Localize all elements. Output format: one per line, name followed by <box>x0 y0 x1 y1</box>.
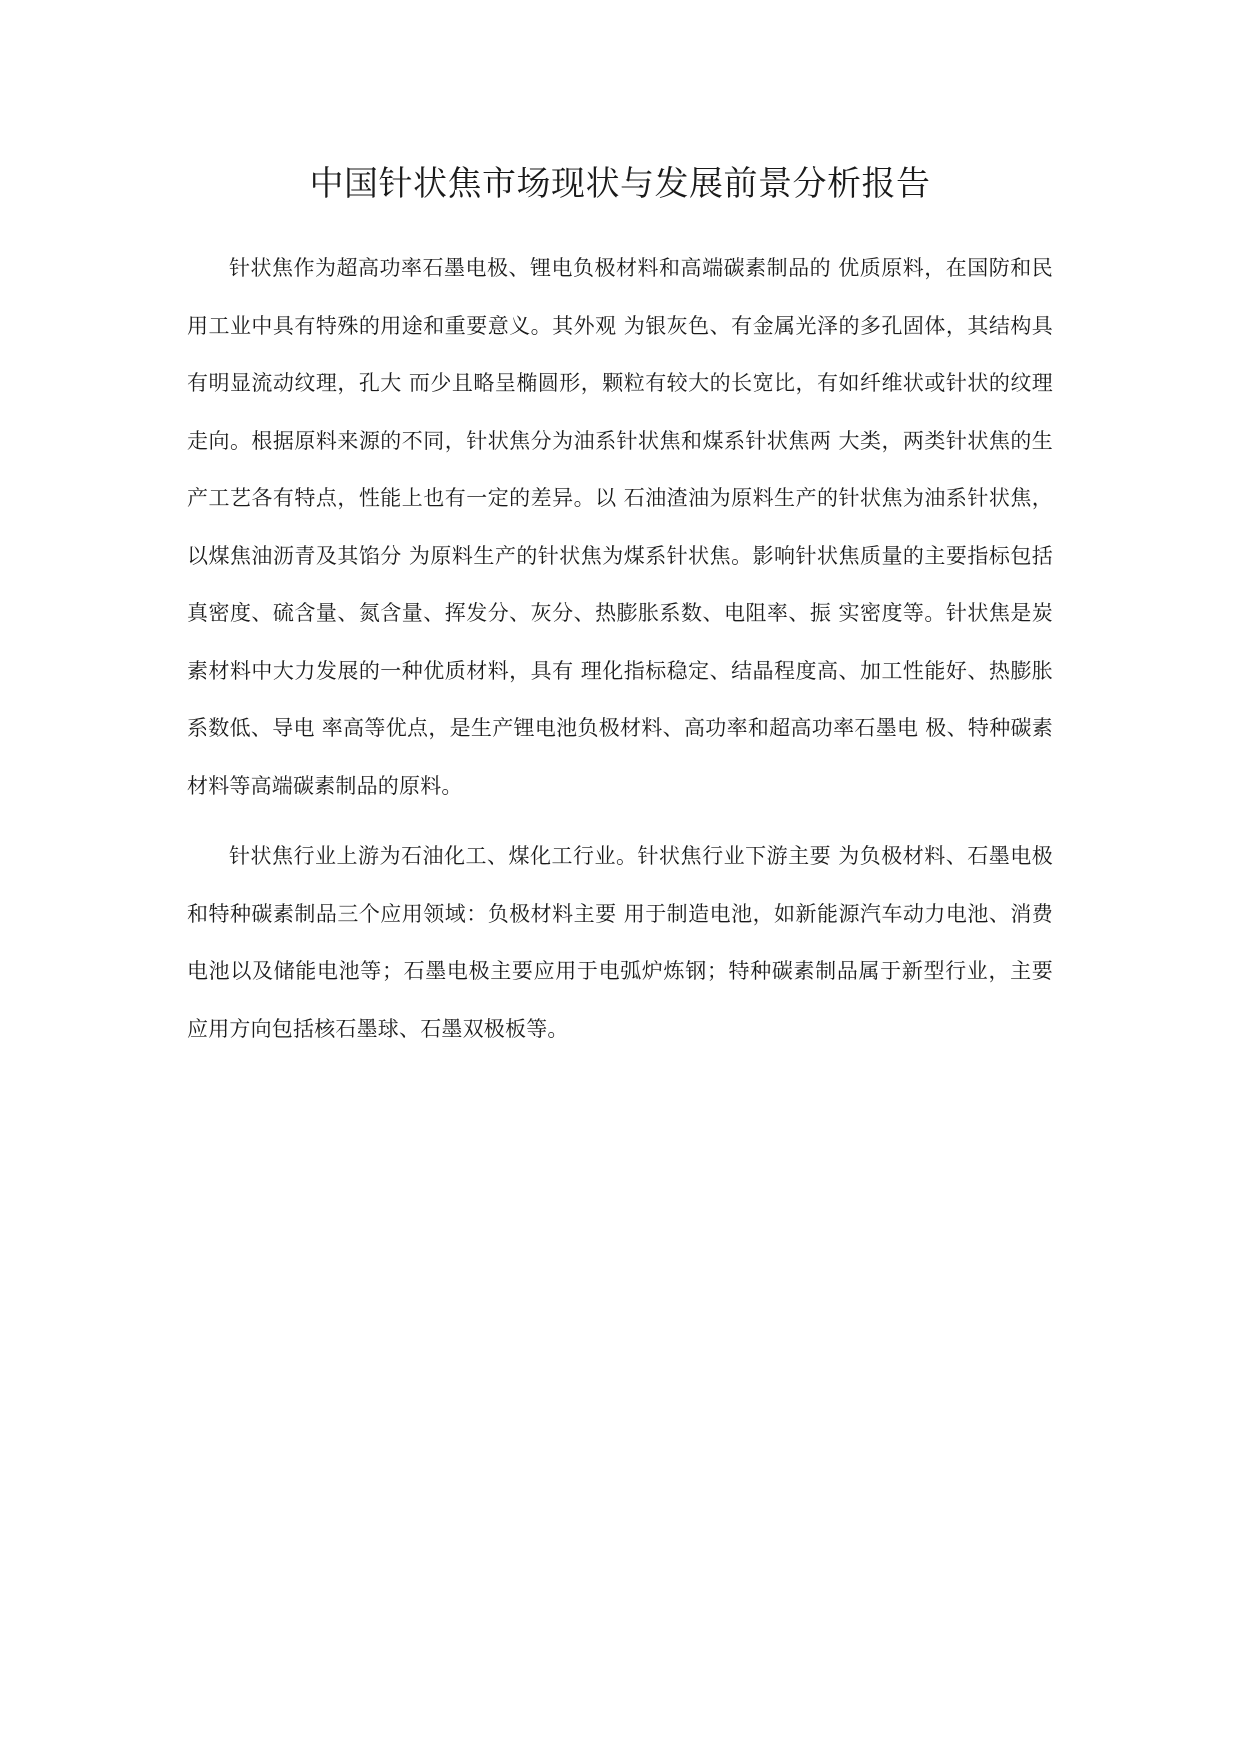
paragraph-intro: 针状焦作为超高功率石墨电极、锂电负极材料和高端碳素制品的 优质原料，在国防和民用工业中具有特殊的用途和重要意义。其外观 为银灰色、有金属光泽的多孔固体，其结构具有明显流动纹理，孔大 而少且略呈椭圆形，颗粒有较大的长宽比，有如纤维状或针状的纹理 走向。根据原料来源的不同，针状焦分为油系针状焦和煤系针状焦两 大类，两类针状焦的生产工艺各有特点，性能上也有一定的差异。以 石油渣油为原料生产的针状焦为油系针状焦，以煤焦油沥青及其馅分 为原料生产的针状焦为煤系针状焦。影响针状焦质量的主要指标包括 真密度、硫含量、氮含量、挥发分、灰分、热膨胀系数、电阻率、振 实密度等。针状焦是炭素材料中大力发展的一种优质材料，具有 理化指标稳定、结晶程度高、加工性能好、热膨胀系数低、导电 率高等优点，是生产锂电池负极材料、高功率和超高功率石墨电 极、特种碳素材料等高端碳素制品的原料。 <box>187 256 1053 798</box>
document-body <box>187 240 1053 1058</box>
document-title: 中国针状焦市场现状与发展前景分析报告 <box>309 164 931 204</box>
paragraph-industry-chain: 针状焦行业上游为石油化工、煤化工行业。针状焦行业下游主要 为负极材料、石墨电极和特种碳素制品三个应用领域：负极材料主要 用于制造电池，如新能源汽车动力电池、消费电池以及储能电池等；石墨电极主要应用于电弧炉炼钢；特种碳素制品属于新型行业，主要 应用方向包括核石墨球、石墨双极板等。 <box>187 844 1053 1041</box>
